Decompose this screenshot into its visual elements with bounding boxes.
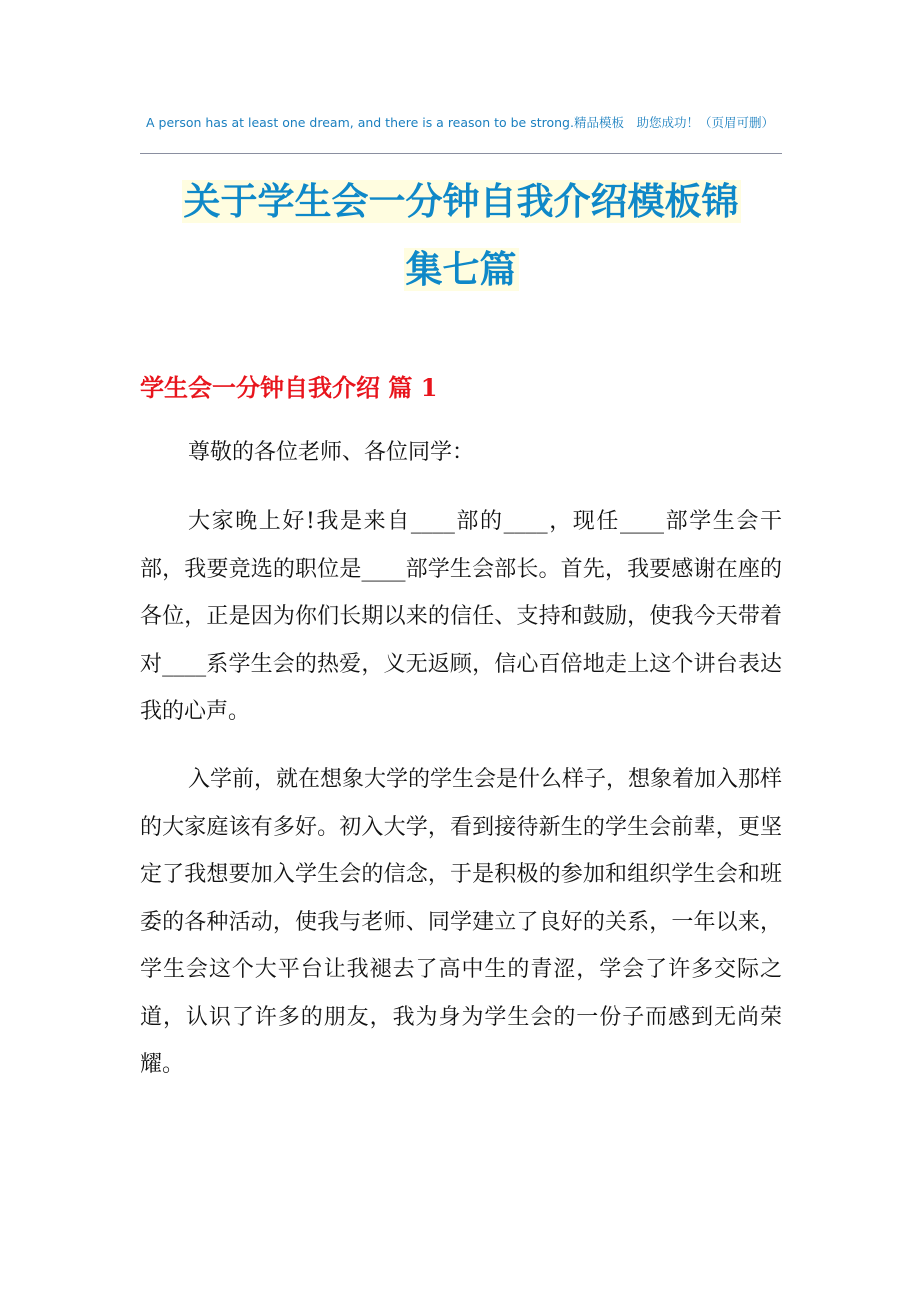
section-heading: 学生会一分钟自我介绍 篇 1 [140, 373, 438, 402]
document-title-line-1 [140, 172, 782, 232]
title-line-2-text: 集七篇 [405, 248, 517, 291]
paragraph-experience: 入学前，就在想象大学的学生会是什么样子，想象着加入那样的大家庭该有多好。初入大学，看到接待新生的学生会前辈，更坚定了我想要加入学生会的信念，于是积极的参加和组织学生会和班委的各种活动，使我与老师、同学建立了良好的关系，一年以来，学生会这个大平台让我褪去了高中生的青涩，学会了许多交际之道，认识了许多的朋友，我为身为学生会的一份子而感到无尚荣耀。 [140, 767, 783, 1077]
paragraph-salutation: 尊敬的各位老师、各位同学： [188, 440, 475, 465]
page-header-text: A person has at least one dream, and there is a reason to be strong.精品模板 助您成功！（页眉可删） [146, 115, 774, 130]
title-line-1-text: 关于学生会一分钟自我介绍模板锦 [183, 180, 739, 223]
header-divider [140, 153, 782, 154]
paragraph-introduction: 大家晚上好!我是来自____部的____，现任____部学生会干部，我要竞选的职位是____部学生会部长。首先，我要感谢在座的各位，正是因为你们长期以来的信任、支持和鼓励，使我今天带着对____系学生会的热爱，义无返顾，信心百倍地走上这个讲台表达我的心声。 [140, 509, 782, 724]
document-title-line-2 [140, 240, 782, 300]
